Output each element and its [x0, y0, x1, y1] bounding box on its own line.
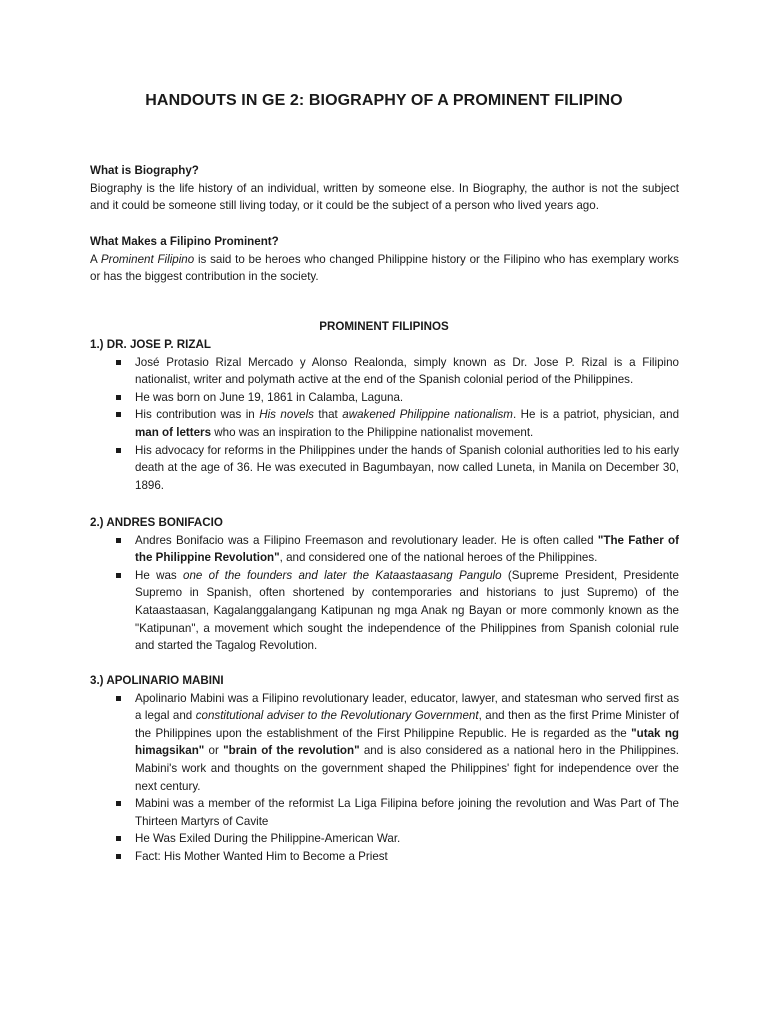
intro-biography — [90, 162, 679, 215]
list-item — [135, 830, 679, 848]
list-item-text: that — [313, 408, 343, 422]
bullet-icon — [116, 854, 121, 859]
list-item-italic: His novels — [259, 408, 314, 422]
list-item-bold: man of letters — [135, 425, 212, 439]
list-item-italic: awakened Philippine nationalism — [342, 408, 513, 422]
list-item-bold: "brain of the revolution" — [223, 744, 360, 758]
list-item-text: Andres Bonifacio was a Filipino Freemason and revolutionary leader. He is often called — [135, 533, 598, 547]
list-item-text: and is also considered as a national hero in the Philippines. Mabini's work and thoughts on the government shaped the Philippines' fight for independence over the next century. — [135, 744, 679, 793]
document-title: HANDOUTS IN GE 2: BIOGRAPHY OF A PROMINENT FILIPINO — [145, 92, 623, 109]
answer-italic: Prominent Filipino — [100, 252, 195, 266]
list-item-bold: "The Father of the Philippine Revolution" — [135, 533, 679, 565]
bullet-icon — [116, 412, 121, 417]
question-what-is-biography: What is Biography? — [90, 164, 199, 177]
answer-prominent-filipino — [90, 251, 679, 286]
list-item — [135, 690, 679, 796]
list-item-text: José Protasio Rizal Mercado y Alonso Realonda, simply known as Dr. Jose P. Rizal is a Filipino nationalist, writer and polymath active at the end of the Spanish colonial period of the Philippines. — [135, 355, 679, 387]
bullet-icon — [116, 395, 121, 400]
section-mabini — [90, 672, 679, 866]
list-item — [135, 532, 679, 567]
list-item-text: who was an inspiration to the Philippine nationalist movement. — [211, 425, 534, 439]
list-item-text: He was — [135, 568, 184, 582]
question-prominent-filipino: What Makes a Filipino Prominent? — [90, 235, 279, 248]
list-item-text: He was born on June 19, 1861 in Calamba, Laguna. — [135, 390, 404, 404]
list-item-text: His advocacy for reforms in the Philippines under the hands of Spanish colonial authorities led to his early death at the age of 36. He was executed in Bagumbayan, now called Luneta, in Manila on December 30, 1896. — [135, 443, 679, 492]
list-item-text: . He is a patriot, physician, and — [512, 408, 680, 422]
list-item-text: (Supreme President, Presidente Supremo in Spanish, often shortened by contemporaries and historians to just Supremo) of the Kataastaasan, Kagalanggalangang Katipunan ng mga Anak ng Bayan or more commonly known as the "Katipunan", a movement which sought the independence of the Philippines from Spanish colonial rule and started the Tagalog Revolution. — [135, 568, 679, 653]
list-item-italic: constitutional adviser to the Revolutionary Government — [195, 709, 479, 723]
list-item-text: Apolinario Mabini was a Filipino revolutionary leader, educator, lawyer, and statesman who served first as a legal and — [135, 691, 679, 723]
answer-text: is said to be heroes who changed Philippine history or the Filipino who has exemplary works or has the biggest contribution in the society. — [90, 252, 679, 284]
bullet-icon — [116, 801, 121, 806]
list-item-text: , and considered one of the national heroes of the Philippines. — [279, 551, 598, 565]
heading-mabini: 3.) APOLINARIO MABINI — [90, 674, 224, 687]
list-item — [135, 442, 679, 495]
bonifacio-list — [90, 532, 679, 655]
intro-prominent — [90, 233, 679, 286]
list-item — [135, 567, 679, 655]
answer-what-is-biography: Biography is the life history of an individual, written by someone else. In Biography, the author is not the subject and it could be someone still living today, or it could be the subject of a person who lived years ago. — [90, 181, 679, 213]
bullet-icon — [116, 448, 121, 453]
section-bonifacio — [90, 514, 679, 655]
section-rizal — [90, 336, 679, 494]
list-item — [135, 848, 679, 866]
bullet-icon — [116, 836, 121, 841]
bullet-icon — [116, 538, 121, 543]
heading-bonifacio: 2.) ANDRES BONIFACIO — [90, 516, 223, 529]
list-item-italic: one of the founders and later the Kataastaasang Pangulo — [183, 568, 502, 582]
answer-text: A — [90, 252, 101, 266]
list-item — [135, 389, 679, 407]
list-item — [135, 795, 679, 830]
list-item-text: He Was Exiled During the Philippine-American War. — [135, 832, 401, 846]
list-item-text: Fact: His Mother Wanted Him to Become a Priest — [135, 849, 388, 863]
section-title: PROMINENT FILIPINOS — [319, 320, 449, 333]
list-item-text: His contribution was in — [135, 408, 260, 422]
bullet-icon — [116, 573, 121, 578]
list-item — [135, 354, 679, 389]
rizal-list — [90, 354, 679, 495]
list-item-text: , and then as the first Prime Minister of the Philippines upon the establishment of the First Philippine Republic. He is regarded as the — [135, 709, 680, 740]
mabini-list — [90, 690, 679, 866]
list-item-text: or — [204, 744, 224, 758]
list-item-text: Mabini was a member of the reformist La Liga Filipina before joining the revolution and Was Part of The Thirteen Martyrs of Cavite — [135, 797, 679, 828]
list-item-bold: "utak ng himagsikan" — [135, 726, 679, 758]
bullet-icon — [116, 360, 121, 365]
bullet-icon — [116, 696, 121, 701]
list-item — [135, 406, 679, 441]
heading-rizal: 1.) DR. JOSE P. RIZAL — [90, 338, 211, 351]
